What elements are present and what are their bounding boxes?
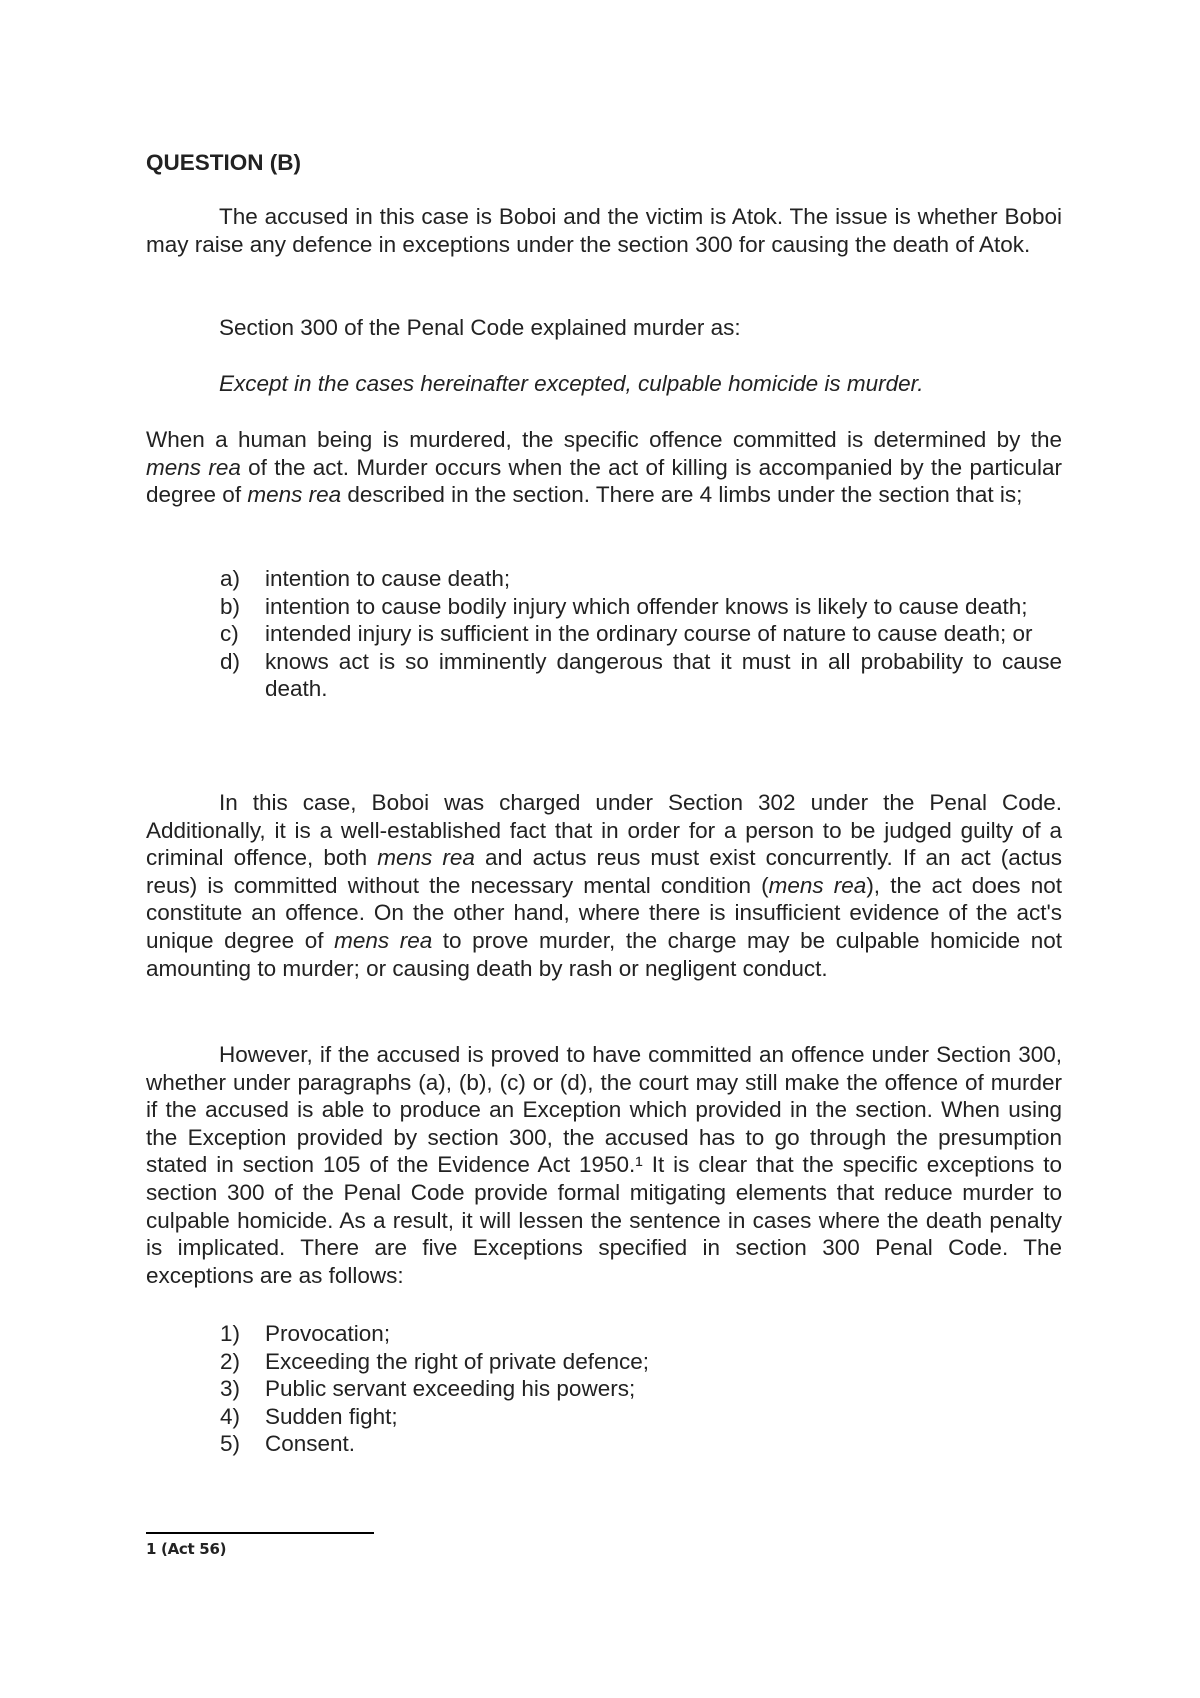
list-item: 5) Consent.: [220, 1431, 356, 1457]
paragraph-exceptions: However, if the accused is proved to have committed an offence under Section 300, whether under paragraphs (a), (b), (c) or (d), the court may still make the offence of murder if the accused is able to produce an Exception which provided in the section. When using the Exception provided by section 300, the accused has to go through the presumption stated in section 105 of the Evidence Act 1950.¹ It is clear that the specific exceptions to section 300 of the Penal Code provide formal mitigating elements that reduce murder to culpable homicide. As a result, it will lessen the sentence in cases where the death penalty is implicated. There are five Exceptions specified in section 300 Penal Code. The exceptions are as follows:: [146, 1042, 1062, 1288]
question-heading: QUESTION (B): [146, 150, 301, 175]
paragraph-issue: The accused in this case is Boboi and the victim is Atok. The issue is whether Boboi may raise any defence in exceptions under the section 300 for causing the death of Atok.: [146, 204, 1062, 257]
list-item: a) intention to cause death;: [220, 566, 511, 591]
paragraph-mens-rea: When a human being is murdered, the specific offence committed is determined by the mens rea of the act. Murder occurs when the act of killing is accompanied by the particular degree of mens rea described in the section. There are 4 limbs under the section that is;: [146, 427, 1062, 508]
list-item: b) intention to cause bodily injury which offender knows is likely to cause death;: [220, 593, 1028, 619]
list-item: 1) Provocation;: [220, 1321, 391, 1346]
paragraph-section-300: Section 300 of the Penal Code explained murder as:: [219, 315, 741, 340]
list-item: 3) Public servant exceeding his powers;: [220, 1376, 636, 1402]
murder-definition-quote: Except in the cases hereinafter excepted, culpable homicide is murder.: [219, 371, 924, 396]
exceptions-list: [220, 1320, 1062, 1458]
list-item: 2) Exceeding the right of private defence;: [220, 1348, 649, 1374]
list-item: c) intended injury is sufficient in the ordinary course of nature to cause death; or: [220, 621, 1033, 647]
footnote-divider: [146, 1532, 374, 1534]
footnote: 1 (Act 56): [146, 1540, 227, 1558]
list-item: 4) Sudden fight;: [220, 1403, 398, 1429]
list-item: d) knows act is so imminently dangerous that it must in all probability to cause death.: [220, 648, 1062, 702]
limbs-list: [220, 565, 1062, 703]
paragraph-charge: In this case, Boboi was charged under Section 302 under the Penal Code. Additionally, it is a well-established fact that in order for a person to be judged guilty of a criminal offence, both mens rea and actus reus must exist concurrently. If an act (actus reus) is committed without the necessary mental condition (mens rea), the act does not constitute an offence. On the other hand, where there is insufficient evidence of the act's unique degree of mens rea to prove murder, the charge may be culpable homicide not amounting to murder; or causing death by rash or negligent conduct.: [146, 790, 1062, 981]
